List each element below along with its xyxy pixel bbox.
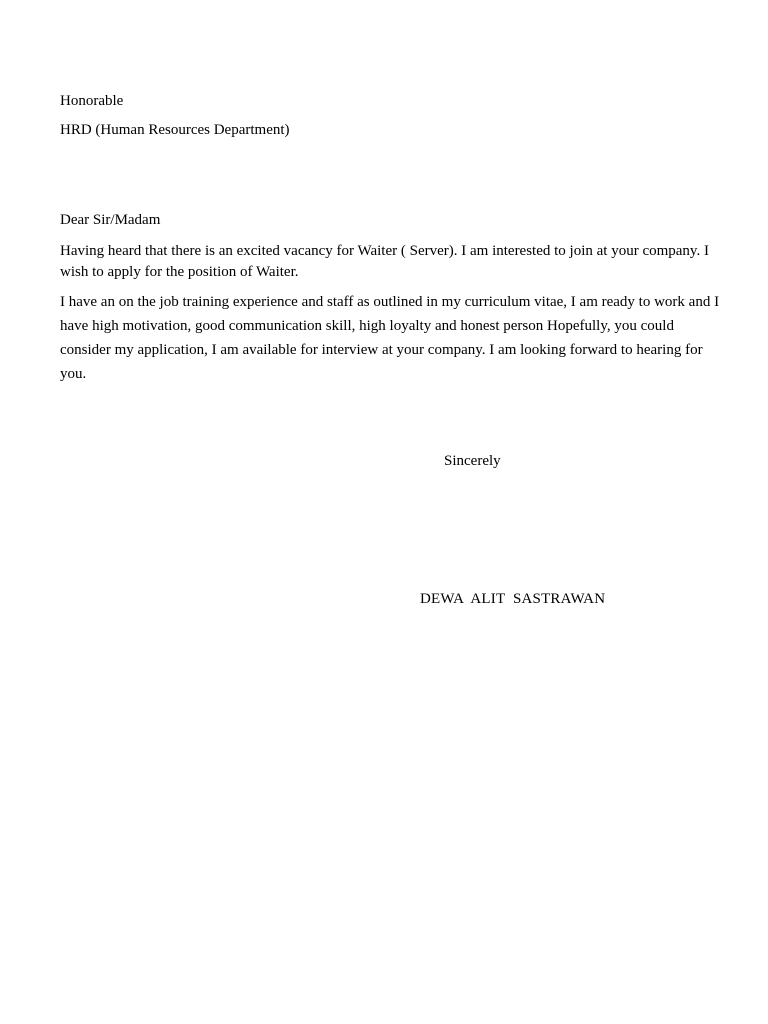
closing: Sincerely [444,453,501,469]
recipient-title: Honorable [60,93,124,109]
body-paragraph-1: Having heard that there is an excited vacancy for Waiter ( Server). I am interested to join at your company. I wish to apply for the position of Waiter. [60,243,709,280]
signature-name: DEWA ALIT SASTRAWAN [420,591,606,607]
salutation: Dear Sir/Madam [60,212,161,228]
body-paragraph-2: I have an on the job training experience and staff as outlined in my curriculum vitae, I am ready to work and I have high motivation, good communication skill, high loyalty and honest person Hopefully, you could consider my application, I am available for interview at your company. I am looking forward to hearing for you. [60,294,720,382]
recipient-department: HRD (Human Resources Department) [60,122,290,138]
